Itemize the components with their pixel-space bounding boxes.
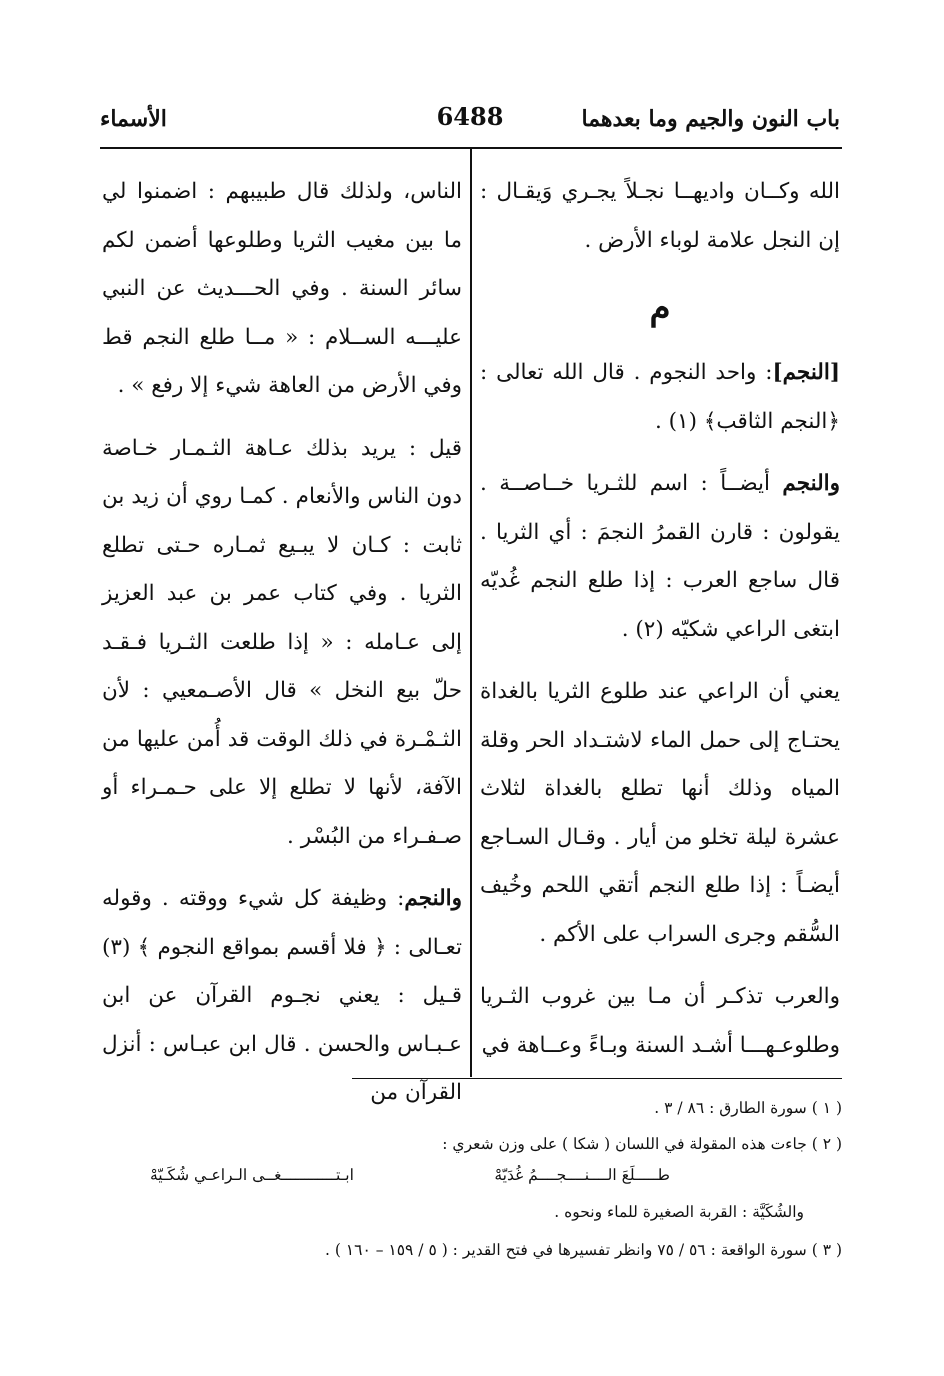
entry-text: : واحد النجوم . قال الله تعالى : ﴿النجم الثاقب﴾ (١) . <box>480 360 840 434</box>
verse-hemistich-1: طـــــلَعَ الــــنــــجــــمُ غُدَيّهْ <box>494 1166 670 1184</box>
page-header <box>100 100 840 140</box>
footnote-2: ( ٢ ) جاءت هذه المقولة في اللسان ( شكا ) على وزن شعري : <box>442 1135 842 1153</box>
footnote-2-note: والشُكَيَّة : القربة الصغيرة للماء ونحوه . <box>554 1203 804 1221</box>
chapter-title: باب النون والجيم وما بعدهما <box>581 106 840 132</box>
paragraph: والعرب تذكـر أن مـا بين غروب الثـريا وطلوعـهـــا أشـد السنة وبـاءً وعــاهة في <box>480 984 840 1058</box>
entry-text: : وظيفة كل شيء ووقته . وقوله تعـالى : ﴿ فلا أقسم بمواقع النجوم ﴾ (٣) قـيل : يعني نجـوم القرآن عن ابن عـبـاس والحسن . قال ابن عبـاس : أنزل القرآن من <box>102 886 462 1105</box>
paragraph: الله وكــان واديهــا نجـلاً يجـري وَيقـال : إن النجل علامة لوباء الأرض . <box>480 179 840 253</box>
column-divider <box>470 149 472 1077</box>
left-column <box>102 168 462 1118</box>
entry-paragraph <box>480 460 840 654</box>
letter-heading: م <box>649 288 671 328</box>
entry-paragraph <box>480 349 840 446</box>
footnote-3: ( ٣ ) سورة الواقعة : ٥٦ / ٧٥ وانظر تفسيرها في فتح القدير : ( ٥ / ١٥٩ – ١٦٠ ) . <box>324 1241 842 1259</box>
footnote-verse <box>150 1166 670 1184</box>
right-column <box>480 168 840 1070</box>
section-title: الأسماء <box>100 106 167 132</box>
footnote-1: ( ١ ) سورة الطارق : ٨٦ / ٣ . <box>654 1099 842 1117</box>
paragraph: الناس، ولذلك قال طبيبهم : اضمنوا لي ما بين مغيب الثريا وطلوعها أضمن لكم سائر السنة . وفي الحـــديث عن النبي عليـــه الســلام : « مــا طلع النجم قط وفي الأرض من العاهة شيء إلا رفع » . <box>102 179 462 398</box>
paragraph: يعني أن الراعي عند طلوع الثريا بالغداة يحتـاج إلى حمل الماء لاشتـداد الحر وقلة المياه وذلك أنها تطلع بالغداة لثلاث عشرة ليلة تخلو من أيار . وقـال السـاجع أيضـاً : إذا طلع النجم أتقي اللحم وخُيف السُّقم وجرى السراب على الأكم . <box>480 679 840 947</box>
entry-term: والنجم <box>782 471 840 496</box>
entry-paragraph <box>102 875 462 1118</box>
footnote-rule <box>352 1078 842 1079</box>
entry-term: والنجم <box>404 886 462 911</box>
entry-text: أيضــاً : اسم للثـريا خــاصــة . يقولون : قارن القمرُ النجمَ : أي الثريا . قال ساجع العرب : إذا طلع النجم غُديّه ابتغى الراعي شكيّه (٢) . <box>480 471 840 642</box>
page-number: 6488 <box>436 102 504 131</box>
entry-term: [النجم] <box>772 360 840 385</box>
paragraph: قيل : يريد بذلك عـاهة الثـمـار خـاصة دون الناس والأنعام . كمـا روي أن زيد بن ثابت : كـان لا يبـيع ثمـاره حـتى تطلع الثريا . وفي كتاب عمر بن عبد العزيز إلى عـامله : « إذا طلعت الثـريا فـقـد حلّ بيع النخل » قال الأصـمعيي : لأن الثـمْـرة في ذلك الوقت قد أُمن عليها من الآفة، لأنها لا تطلع إلا على حـمـراء أو صـفـراء من البُسْر . <box>102 435 462 849</box>
verse-hemistich-2: ابـتــــــــــــغــى الـراعـي شُكَـيّهْ <box>150 1166 354 1184</box>
